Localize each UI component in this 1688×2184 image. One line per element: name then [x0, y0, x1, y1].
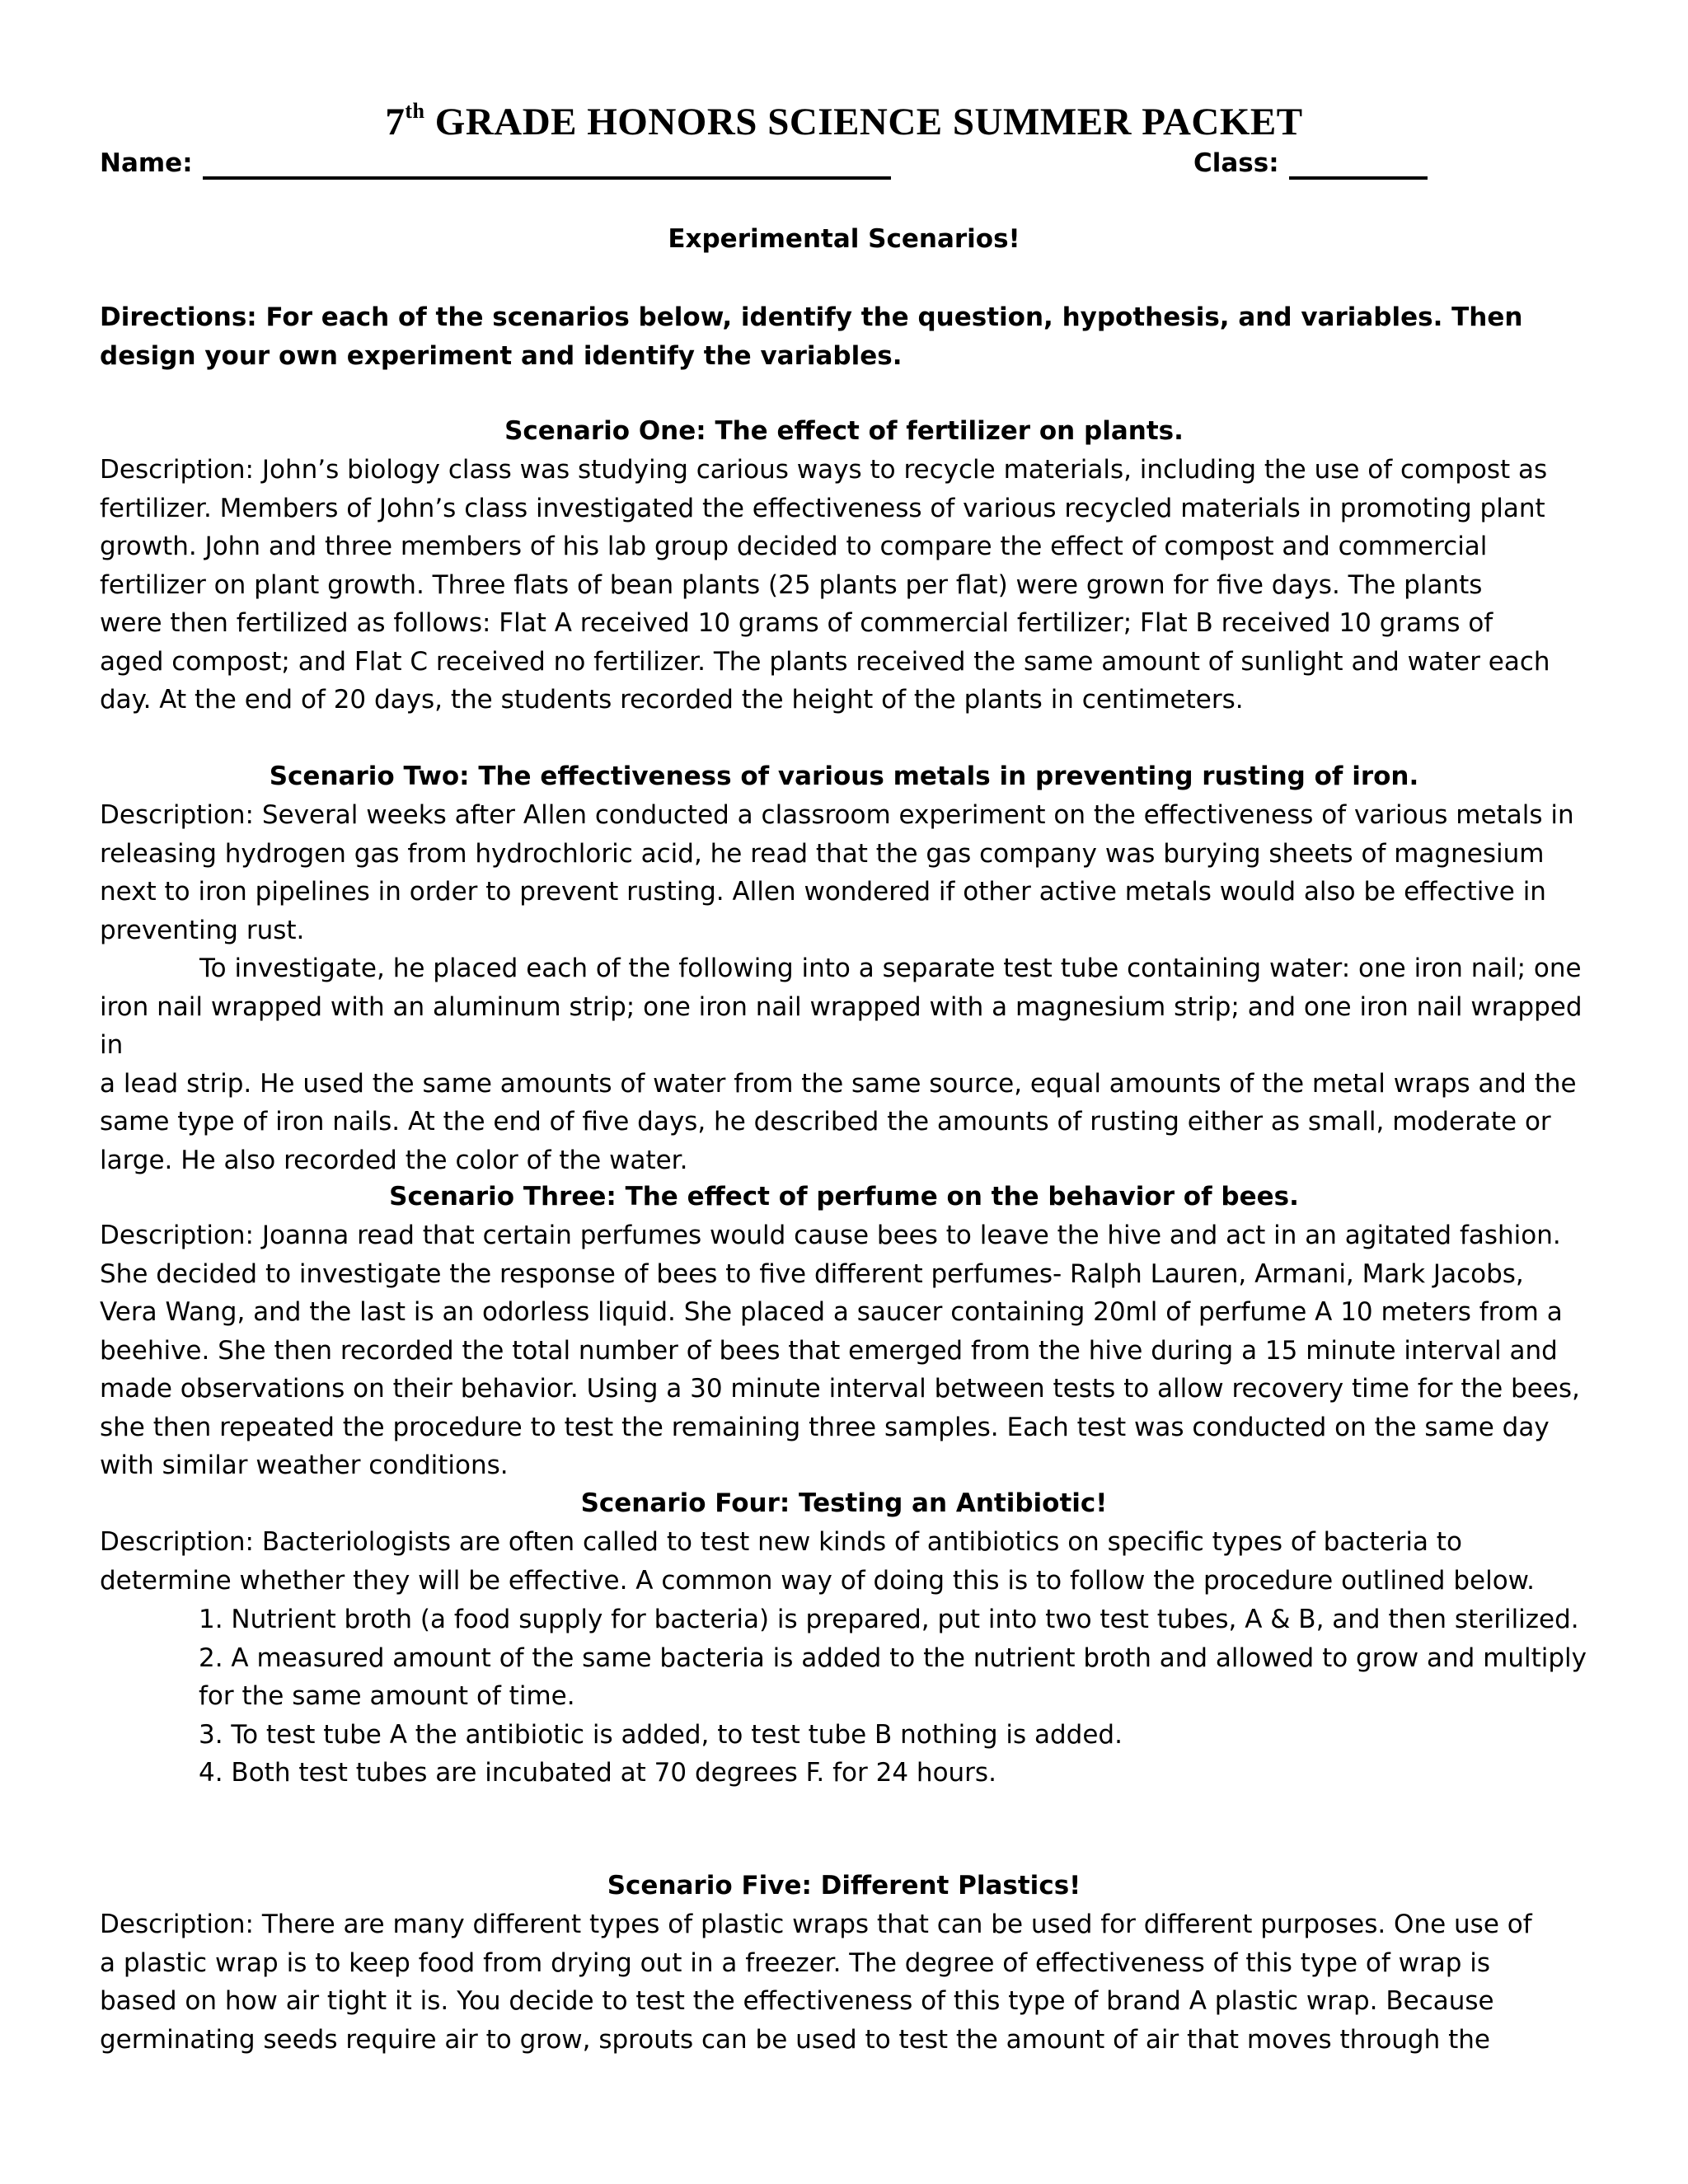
procedure-step: 3. To test tube A the antibiotic is added, to test tube B nothing is added.: [199, 1719, 1123, 1750]
scenario-four-heading: Scenario Four: Testing an Antibiotic!: [580, 1488, 1108, 1518]
procedure-step: 1. Nutrient broth (a food supply for bacteria) is prepared, put into two test tubes, A & B, and then sterilized.: [199, 1605, 1579, 1634]
page-title: [0, 97, 1688, 147]
name-field-row: [100, 147, 891, 180]
title-grade-suffix: th: [405, 99, 425, 123]
scenario-two-description-2: To investigate, he placed each of the following into a separate test tube containing water: one iron nail; one iron nail wrapped with an aluminum strip; one iron nail wrapped with a magnesium strip; and one iron nail wrapped in a lead strip. He used the same amounts of water from the same source, equal amounts of the metal wraps and the same type of iron nails. At the end of five days, he described the amounts of rusting either as small, moderate or large. He also recorded the color of the water.: [100, 954, 1582, 1175]
section-title: Experimental Scenarios!: [668, 224, 1020, 254]
directions: Directions: For each of the scenarios below, identify the question, hypothesis, and variables. Then design your own experiment and identify the variables.: [100, 302, 1523, 371]
scenario-four-steps: [199, 1601, 1592, 1793]
scenario-five-description: Description: There are many different types of plastic wraps that can be used for different purposes. One use of a plastic wrap is to keep food from drying out in a freezer. The degree of effectiveness of this type of wrap is based on how air tight it is. You decide to test the effectiveness of this type of brand A plastic wrap. Because germinating seeds require air to grow, sprouts can be used to test the amount of air that moves through the: [100, 1910, 1532, 2055]
class-field-row: [1193, 147, 1428, 180]
scenario-two-heading: Scenario Two: The effectiveness of various metals in preventing rusting of iron.: [269, 762, 1419, 791]
scenario-three-description: Description: Joanna read that certain perfumes would cause bees to leave the hive and act in an agitated fashion. She decided to investigate the response of bees to five different perfumes- Ralph Lauren, Armani, Mark Jacobs, Vera Wang, and the last is an odorless liquid. She placed a saucer containing 20ml of perfume A 10 meters from a beehive. She then recorded the total number of bees that emerged from the hive during a 15 minute interval and made observations on their behavior. Using a 30 minute interval between tests to allow recovery time for the bees, she then repeated the procedure to test the remaining three samples. Each test was conducted on the same day with similar weather conditions.: [100, 1221, 1580, 1480]
procedure-step: 2. A measured amount of the same bacteria is added to the nutrient broth and allowed to grow and multiply for the same amount of time.: [199, 1643, 1587, 1711]
scenario-five-heading: Scenario Five: Different Plastics!: [607, 1871, 1081, 1900]
scenario-one-heading: Scenario One: The effect of fertilizer on plants.: [504, 416, 1184, 446]
title-text: GRADE HONORS SCIENCE SUMMER PACKET: [424, 101, 1303, 143]
scenario-three-heading: Scenario Three: The effect of perfume on the behavior of bees.: [389, 1182, 1299, 1212]
title-grade-number: 7: [385, 101, 406, 143]
name-blank-line[interactable]: [203, 150, 891, 180]
scenario-two-description-continued: [100, 949, 1592, 1179]
procedure-step: 4. Both test tubes are incubated at 70 degrees F. for 24 hours.: [199, 1758, 996, 1788]
scenario-four-description: Description: Bacteriologists are often called to test new kinds of antibiotics on specific types of bacteria to determine whether they will be effective. A common way of doing this is to follow the procedure outlined below.: [100, 1527, 1536, 1596]
scenario-one-description: Description: John’s biology class was studying carious ways to recycle materials, including the use of compost as fertilizer. Members of John’s class investigated the effectiveness of various recycled materials in promoting plant growth. John and three members of his lab group decided to compare the effect of compost and commercial fertilizer on plant growth. Three flats of bean plants (25 plants per flat) were grown for five days. The plants were then fertilized as follows: Flat A received 10 grams of commercial fertilizer; Flat B received 10 grams of aged compost; and Flat C received no fertilizer. The plants received the same amount of sunlight and water each day. At the end of 20 days, the students recorded the height of the plants in centimeters.: [100, 455, 1550, 715]
class-blank-line[interactable]: [1289, 150, 1428, 180]
class-label: Class:: [1193, 148, 1279, 178]
scenario-two-description: Description: Several weeks after Allen conducted a classroom experiment on the effectiveness of various metals in releasing hydrogen gas from hydrochloric acid, he read that the gas company was burying sheets of magnesium next to iron pipelines in order to prevent rusting. Allen wondered if other active metals would also be effective in preventing rust.: [100, 800, 1574, 945]
name-label: Name:: [100, 148, 193, 178]
